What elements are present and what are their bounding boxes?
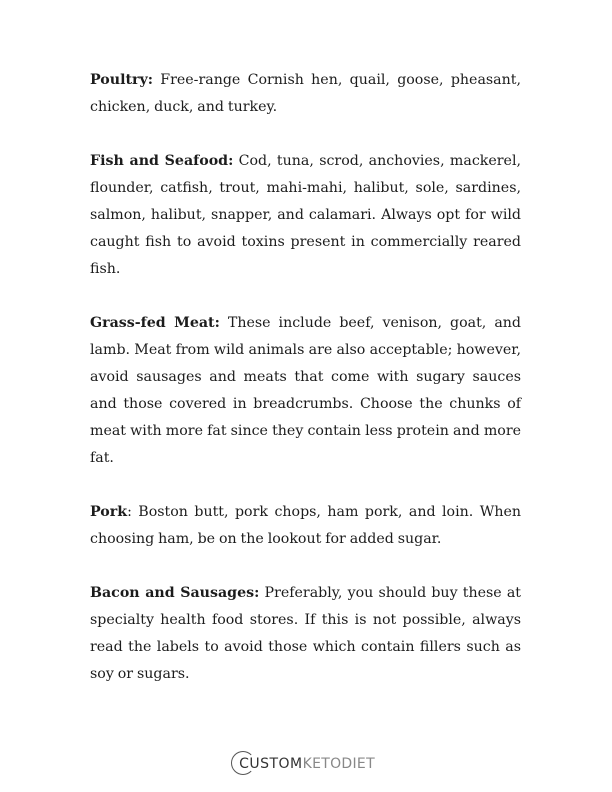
food-list (90, 67, 521, 715)
term-bacon-sausages: Bacon and Sausages: (90, 585, 260, 601)
footer-logo (0, 751, 612, 777)
text-poultry: Free-range Cornish hen, quail, goose, pheasant, chicken, duck, and turkey. (90, 72, 521, 115)
logo-part-custom: CUSTOM (239, 756, 303, 772)
logo-wordmark (237, 751, 375, 777)
term-poultry: Poultry: (90, 72, 153, 88)
term-grass-fed-meat: Grass-fed Meat: (90, 315, 220, 331)
logo-circle-icon (231, 751, 255, 775)
paragraph-poultry (90, 67, 521, 121)
term-pork: Pork (90, 504, 128, 520)
paragraph-fish-seafood (90, 148, 521, 283)
text-bacon-sausages: Preferably, you should buy these at specialty health food stores. If this is not possible, always read the labels to avoid those which contain fillers such as soy or sugars. (90, 585, 522, 682)
text-grass-fed-meat: These include beef, venison, goat, and lamb. Meat from wild animals are also acceptable; however, avoid sausages and meats that come with sugary sauces and those covered in breadcrumbs. Choose the chunks of meat with more fat since they contain less protein and more fat. (90, 315, 521, 466)
paragraph-pork (90, 499, 521, 553)
term-fish-seafood: Fish and Seafood: (90, 153, 234, 169)
text-fish-seafood: Cod, tuna, scrod, anchovies, mackerel, flounder, catfish, trout, mahi-mahi, halibut, sole, sardines, salmon, halibut, snapper, and calamari. Always opt for wild caught fish to avoid toxins present in commercially reared fish. (90, 153, 521, 277)
paragraph-grass-fed-meat (90, 310, 521, 472)
text-pork: : Boston butt, pork chops, ham pork, and loin. When choosing ham, be on the lookout for added sugar. (90, 504, 521, 547)
logo-part-ketodiet: KETODIET (302, 756, 375, 772)
paragraph-bacon-sausages (90, 580, 521, 688)
